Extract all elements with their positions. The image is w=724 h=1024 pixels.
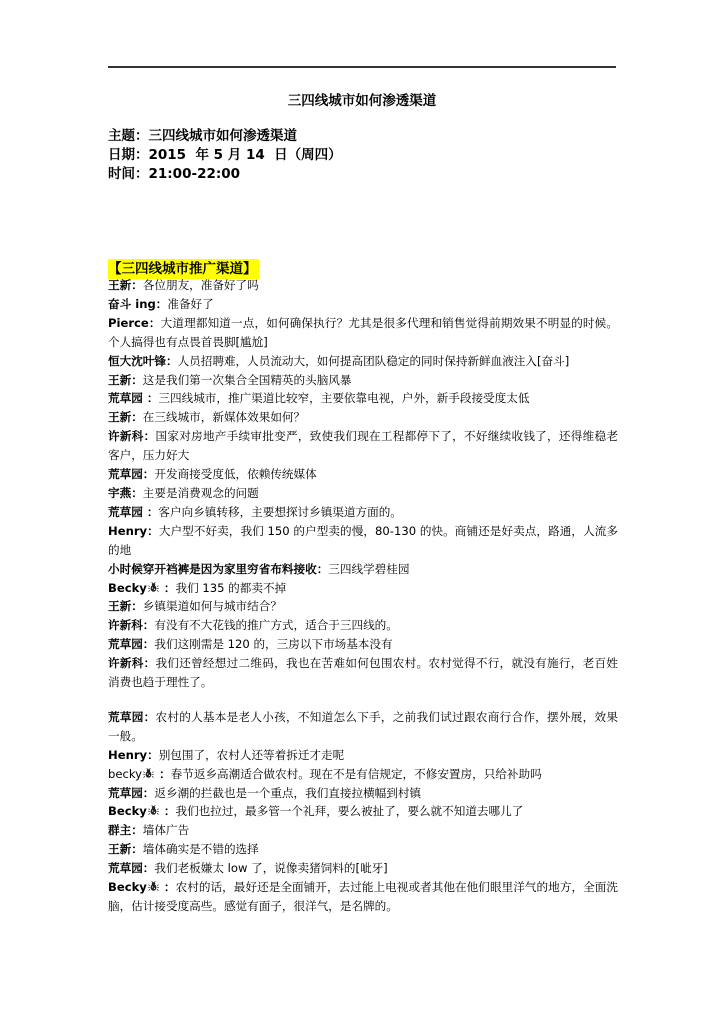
message-text: 国家对房地产手续审批变严，致使我们现在工程都停下了，不好继续收钱了，还得维稳老客户，压力好大 [108,429,618,463]
chat-message [108,314,618,352]
chat-message [108,746,618,765]
chat-message [108,371,618,390]
message-text: 准备好了 [167,296,214,311]
section-heading: 【三四线城市推广渠道】 [108,261,257,277]
meta-date [108,146,616,165]
speaker-separator: ： [159,880,176,895]
speaker-name: 许新科： [108,618,155,633]
chat-message [108,597,618,616]
chat-message [108,616,618,635]
chat-message [108,465,618,484]
bug-icon [148,879,159,890]
meta-topic [108,127,616,146]
chat-message [108,352,618,371]
message-text: 返乡潮的拦截也是一个重点，我们直接拉横幅到村镇 [154,785,422,800]
meta-label: 时间： [108,166,149,182]
header-rule [108,66,616,68]
speaker-name: 奋斗 ing： [108,296,168,311]
chat-message [108,821,618,840]
chat-message [108,654,618,692]
speaker-name: 王新： [108,372,143,387]
chat-message [108,276,618,295]
chat-message [108,708,618,746]
message-text: 三四线学碧桂园 [328,561,410,576]
message-text: 我们还曾经想过二维码，我也在苦难如何包围农村。农村觉得不行，就没有施行，老百姓消费也趋于理性了。 [108,656,618,690]
chat-message [108,427,618,465]
message-text: 各位朋友，准备好了吗 [142,278,259,292]
message-text: 墙体广告 [142,823,190,838]
speaker-name: 许新科： [108,656,156,671]
speaker-name: 荒草园 ： [108,391,159,406]
speaker-name: 荒草园： [108,785,155,800]
message-text: 在三线城市，新媒体效果如何？ [142,410,306,425]
speaker-name: Pierce： [108,315,161,330]
message-text: 春节返乡高潮适合做农村。现在不是有信规定，不修安置房，只给补助吗 [170,766,542,781]
meta-value: 21:00-22:00 [148,166,241,182]
chat-message [108,560,618,579]
message-text: 这是我们第一次集合全国精英的头脑风暴 [142,372,352,387]
message-text: 有没有不大花钱的推广方式，适合于三四线的。 [154,618,398,633]
speaker-separator: ： [159,804,176,819]
speaker-name: becky [108,766,143,781]
speaker-name: 王新： [108,278,143,292]
chat-message [108,522,618,560]
speaker-name: 宇燕： [108,485,143,500]
meta-value: 2015 年 5 月 14 日（周四） [148,147,342,163]
chat-message [108,579,618,598]
chat-message [108,765,618,784]
chat-message [108,408,618,427]
chat-message [108,635,618,654]
meta-label: 主题： [108,128,149,144]
message-text: 客户向乡镇转移，主要想探讨乡镇渠道方面的。 [158,504,402,519]
bug-icon [143,766,154,777]
speaker-name: 荒草园： [108,861,155,876]
meta-block [108,127,616,184]
speaker-name: 恒大沈叶锋： [108,353,178,368]
speaker-separator: ： [159,580,176,595]
speaker-name: 荒草园： [108,637,155,652]
chat-transcript [108,276,618,916]
speaker-name: 荒草园 ： [108,504,159,519]
chat-message [108,840,618,859]
speaker-name: Becky [108,804,147,819]
chat-message [108,784,618,803]
message-text: 农村的人基本是老人小孩，不知道怎么下手，之前我们试过跟农商行合作，摆外展，效果一般。 [108,709,618,743]
message-text: 我们老板嫌太 low 了，说像卖猪饲料的[呲牙] [154,861,388,876]
speaker-name: 许新科： [108,429,156,444]
speaker-name: Henry： [108,523,159,538]
chat-message [108,389,618,408]
message-text: 墙体确实是不错的选择 [142,842,259,857]
message-text: 别包围了，农村人还等着拆迁才走呢 [158,747,345,762]
chat-message [108,484,618,503]
chat-message [108,859,618,878]
message-text: 农村的话，最好还是全面铺开，去过能上电视或者其他在他们眼里洋气的地方，全面洗脑，估计接受度高些。感觉有面子，很洋气，是名牌的。 [108,880,618,913]
meta-time [108,165,616,184]
speaker-name: 王新： [108,410,143,425]
chat-message [108,503,618,522]
message-text: 我们也拉过，最多管一个礼拜，要么被扯了，要么就不知道去哪儿了 [175,804,524,819]
speaker-name: 群主： [108,823,143,838]
message-text: 我们 135 的都卖不掉 [175,580,287,595]
speaker-name: 小时候穿开裆裤是因为家里穷省布料接收： [108,561,329,576]
message-text: 主要是消费观念的问题 [142,485,259,500]
message-text: 乡镇渠道如何与城市结合？ [142,599,282,614]
meta-label: 日期： [108,147,149,163]
message-text: 三四线城市，推广渠道比较窄，主要依靠电视，户外，新手段接受度太低 [158,391,530,406]
speaker-name: Henry： [108,747,159,762]
chat-message [108,878,618,916]
speaker-name: 荒草园： [108,467,155,482]
speaker-name: 荒草园： [108,709,156,724]
document-title: 三四线城市如何渗透渠道 [287,93,437,109]
speaker-name: Becky [108,580,147,595]
speaker-name: 王新： [108,599,143,614]
speaker-name: 王新： [108,842,143,857]
bug-icon [148,580,159,591]
message-text: 我们这刚需是 120 的，三房以下市场基本没有 [154,637,393,652]
chat-message [108,802,618,821]
message-text: 大户型不好卖，我们 150 的户型卖的慢，80-130 的快。商铺还是好卖点，路通，人流多的地 [108,523,618,557]
meta-value: 三四线城市如何渗透渠道 [148,128,297,144]
message-text: 人员招聘难，人员流动大，如何提高团队稳定的同时保持新鲜血液注入[奋斗] [177,353,570,368]
bug-icon [148,803,159,814]
speaker-separator: ： [155,766,171,781]
speaker-name: Becky [108,880,147,895]
message-text: 开发商接受度低，依赖传统媒体 [154,467,317,482]
chat-message [108,295,618,314]
message-text: 大道理都知道一点，如何确保执行？尤其是很多代理和销售觉得前期效果不明显的时候。个人搞得也有点畏首畏脚[尴尬] [108,315,618,349]
